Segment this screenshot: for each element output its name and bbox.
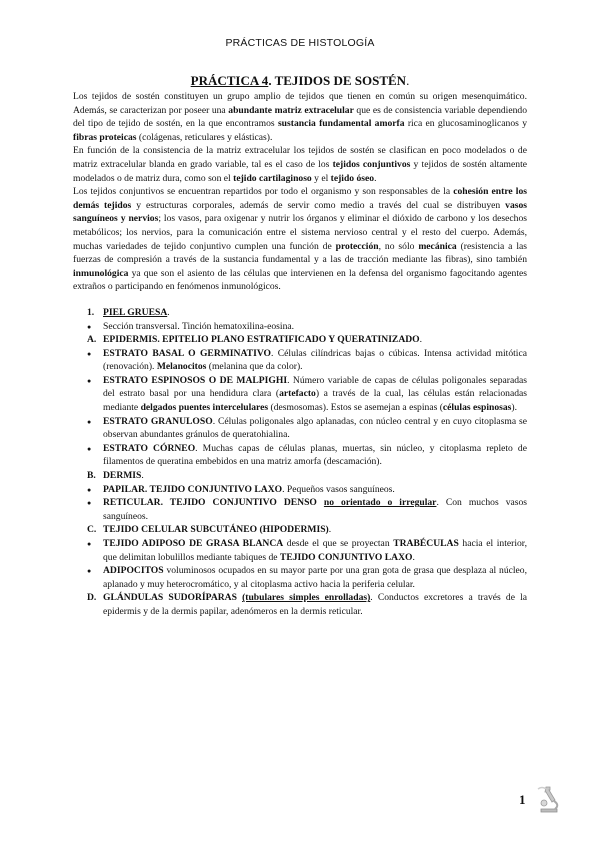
page-body <box>73 73 527 619</box>
page-number: 1 <box>519 792 526 807</box>
title-subject: . TEJIDOS DE SOSTÉN <box>268 73 407 88</box>
paragraph-intro: Los tejidos de sostén constituyen un grupo amplio de tejidos que tienen en común su origen mesenquimático. Además, se caracterizan por poseer una abundante matriz extracelular que es de consistencia variable dependiendo del tipo de tejido de sostén, en la que encontramos sustancia fundamental amorfa rica en glucosaminoglicanos y fibras proteicas (colágenas, reticulares y elásticas). <box>73 91 527 143</box>
title-practice-number: PRÁCTICA 4 <box>190 73 269 88</box>
list-item-corneo: ● ESTRATO CÓRNEO. Muchas capas de células planas, muertas, sin núcleo, y citoplasma repleto de filamentos de queratina embebidos en una matriz amorfa (descamación). <box>73 442 527 469</box>
bullet-icon <box>87 320 103 335</box>
page-title: PRÁCTICA 4. TEJIDOS DE SOSTÉN. <box>190 73 410 88</box>
running-header: PRÁCTICAS DE HISTOLOGÍA <box>225 37 375 49</box>
list-item-dermis: B. DERMIS. <box>87 470 144 482</box>
list-item-basal: ● ESTRATO BASAL O GERMINATIVO. Células cilíndricas bajas o cúbicas. Intensa actividad mitótica (renovación). Melanocitos (melanina que da color). <box>73 347 527 374</box>
list-item-granuloso: ● ESTRATO GRANULOSO. Células poligonales algo aplanadas, con núcleo central y en cuyo citoplasma se observan abundantes gránulos de queratohialina. <box>73 415 527 442</box>
list-item-glandulas: D. GLÁNDULAS SUDORÍPARAS (tubulares simples enrolladas). Conductos excretores a través de la epidermis y de la dermis papilar, adenómeros en la dermis reticular. <box>87 592 527 617</box>
bullet-icon <box>87 415 103 430</box>
list-item-adiposo: ● TEJIDO ADIPOSO DE GRASA BLANCA desde el que se proyectan TRABÉCULAS hacia el interior, que delimitan lobulillos mediante tabiques de TEJIDO CONJUNTIVO LAXO. <box>73 537 527 564</box>
bullet-icon <box>87 347 103 362</box>
list-item-seccion: ● Sección transversal. Tinción hematoxilina-eosina. <box>73 320 527 334</box>
list-item-espinoso: ● ESTRATO ESPINOSOS O DE MALPIGHI. Número variable de capas de células poligonales separadas del estrato basal por una hendidura clara (artefacto) a través de la cual, las células están relacionadas mediante delgados puentes intercelulares (desmosomas). Estos se asemejan a espinas (células espinosas). <box>73 374 527 415</box>
list-item-adipocitos: ● ADIPOCITOS voluminosos ocupados en su mayor parte por una gran gota de grasa que desplaza al núcleo, aplanado y muy heterocromático, y al citoplasma activo hacia la periferia celular. <box>73 564 527 591</box>
bullet-icon <box>87 537 103 552</box>
paragraph-connective: Los tejidos conjuntivos se encuentran repartidos por todo el organismo y son responsables de la cohesión entre los demás tejidos y estructuras corporales, además de servir como medio a través del cual se distribuyen vasos sanguíneos y nervios; los vasos, para oxigenar y nutrir los órganos y eliminar el dióxido de carbono y los desechos metabólicos; los nervios, para la comunicación entre el sistema nervioso central y el resto del cuerpo. Además, muchas variedades de tejido conjuntivo cumplen una función de protección, no sólo mecánica (resistencia a las fuerzas de compresión a través de la sustancia fundamental y a las de tracción mediante las fibras), sino también inmunológica ya que son el asiento de las células que intervienen en la defensa del organismo fagocitando agentes extraños o participando en fenómenos inmunológicos. <box>73 186 528 293</box>
list-item-papilar: ● PAPILAR. TEJIDO CONJUNTIVO LAXO. Pequeños vasos sanguíneos. <box>73 483 527 497</box>
list-item-piel: 1. PIEL GRUESA. <box>87 306 170 318</box>
outline-list <box>73 306 527 619</box>
paragraph-classification: En función de la consistencia de la matriz extracelular los tejidos de sostén se clasifican en poco modelados o de matriz extracelular blanda en grado variable, tal es el caso de los tejidos conjuntivos y tejidos de sostén altamente modelados o de matriz dura, como son el tejido cartilaginoso y el tejido óseo. <box>73 145 528 184</box>
list-item-hipodermis: C. TEJIDO CELULAR SUBCUTÁNEO (HIPODERMIS). <box>87 524 332 536</box>
microscope-icon <box>532 783 564 815</box>
bullet-icon <box>87 374 103 389</box>
bullet-icon <box>87 496 103 511</box>
bullet-icon <box>87 564 103 579</box>
list-item-reticular: ● RETICULAR. TEJIDO CONJUNTIVO DENSO no orientado o irregular. Con muchos vasos sanguíneos. <box>73 496 527 523</box>
bullet-icon <box>87 442 103 457</box>
bullet-icon <box>87 483 103 498</box>
list-item-epidermis: A. EPIDERMIS. EPITELIO PLANO ESTRATIFICADO Y QUERATINIZADO. <box>87 334 423 346</box>
